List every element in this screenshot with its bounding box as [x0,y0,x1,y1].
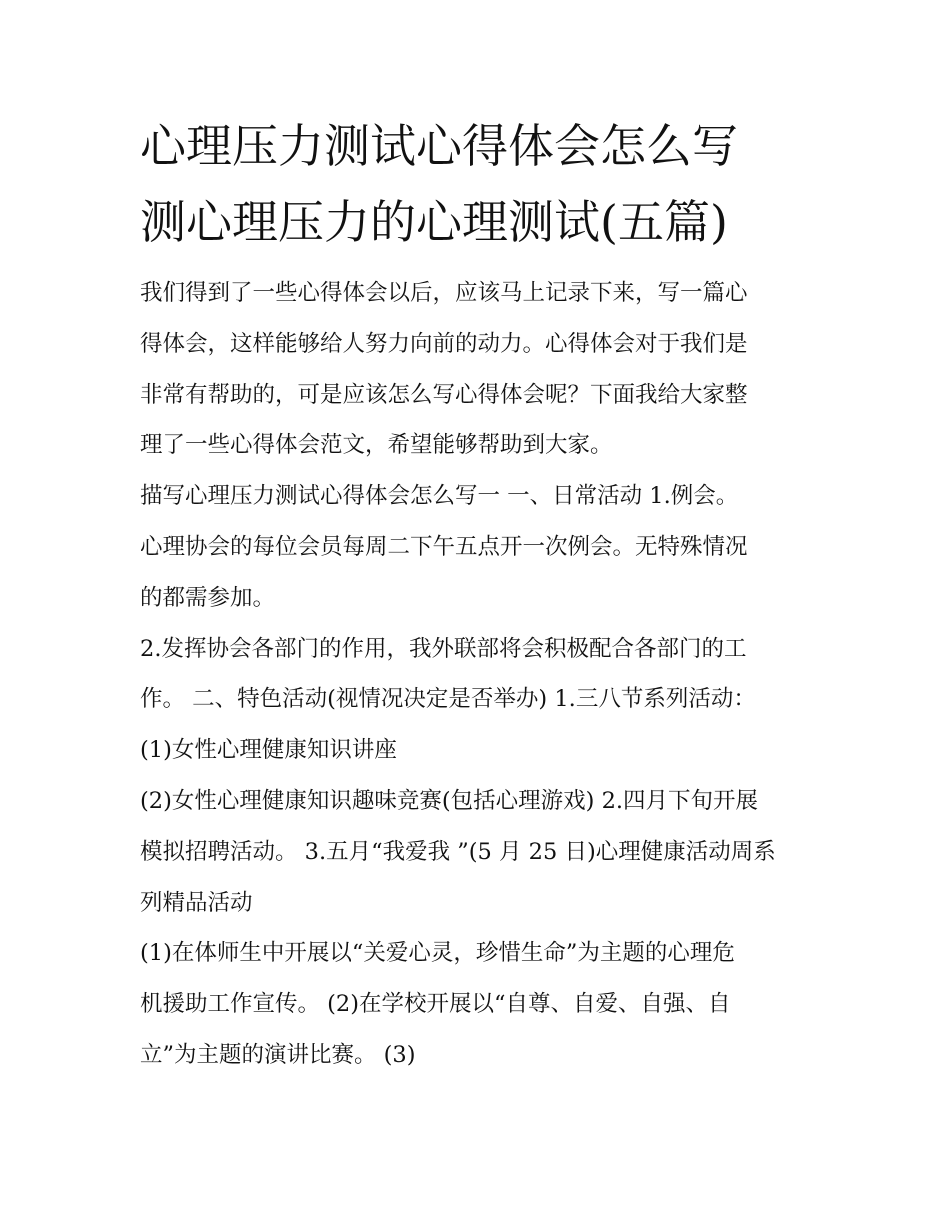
document-title [140,108,820,260]
body-line-11: (2)女性心理健康知识趣味竞赛(包括心理游戏) 2.四月下旬开展 [140,787,759,814]
title-line-1: 心理压力测试心得体会怎么写 [140,119,738,173]
body-line-4: 理了一些心得体会范文，希望能够帮助到大家。 [140,432,613,459]
body-line-1: 我们得到了一些心得体会以后，应该马上记录下来，写一篇心 [140,280,748,306]
body-line-7: 的都需参加。 [140,584,276,611]
body-line-13: 列精品活动 [140,889,253,916]
body-line-6: 心理协会的每位会员每周二下午五点开一次例会。无特殊情况 [140,533,748,560]
body-line-9: 作。 二、特色活动(视情况决定是否举办) 1.三八节系列活动： [140,686,756,713]
body-line-3: 非常有帮助的，可是应该怎么写心得体会呢？下面我给大家整 [140,381,748,408]
body-line-16: 立”为主题的演讲比赛。 (3) [140,1041,416,1068]
body-line-12: 模拟招聘活动。 3.五月“我爱我 ”(5 月 25 日)心理健康活动周系 [140,838,776,865]
body-line-15: 机援助工作宣传。 (2)在学校开展以“自尊、自爱、自强、自 [140,991,731,1018]
body-line-14: (1)在体师生中开展以“关爱心灵，珍惜生命”为主题的心理危 [140,940,735,967]
body-line-5: 描写心理压力测试心得体会怎么写一 一、日常活动 1.例会。 [140,483,739,510]
body-line-2: 得体会，这样能够给人努力向前的动力。心得体会对于我们是 [140,330,748,357]
body-line-8: 2.发挥协会各部门的作用，我外联部将会积极配合各部门的工 [140,635,747,662]
title-line-2: 测心理压力的心理测试(五篇) [140,195,728,249]
document-content [140,108,820,1081]
body-line-10: (1)女性心理健康知识讲座 [140,737,397,764]
document-body [140,268,820,1081]
